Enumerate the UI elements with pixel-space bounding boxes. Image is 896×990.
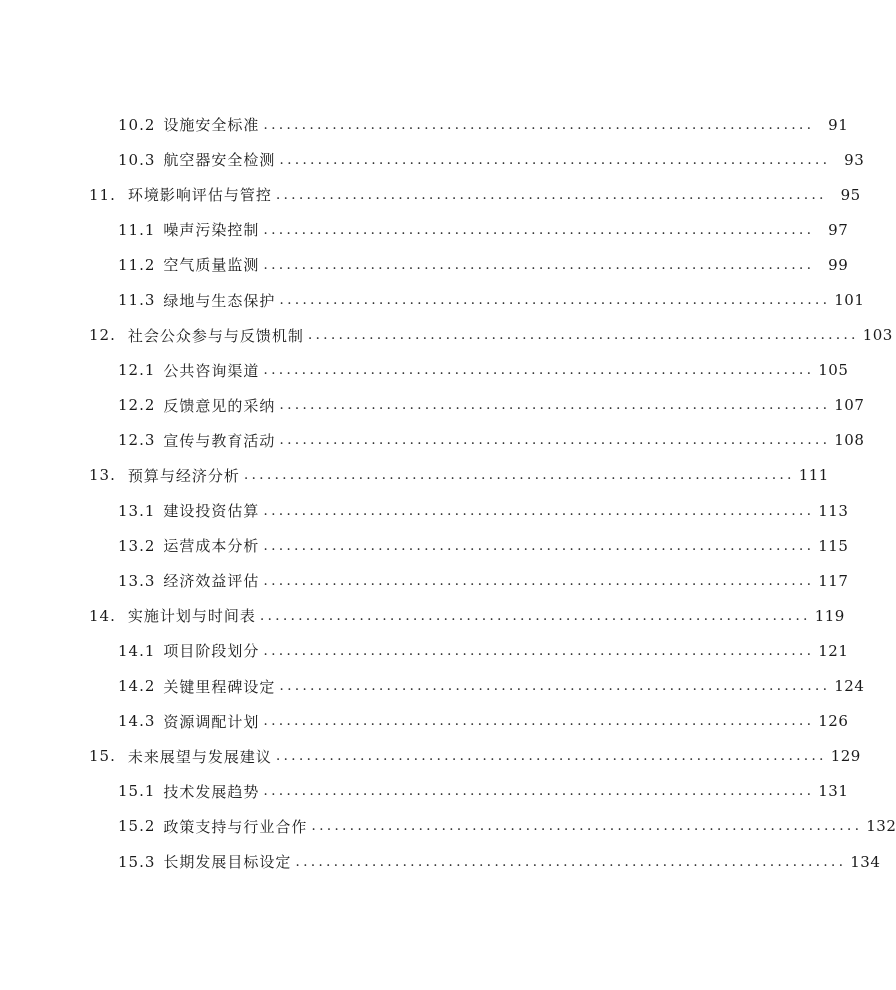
toc-entry-title: 环境影响评估与管控: [127, 186, 272, 205]
toc-entry-13-3[interactable]: [0, 563, 849, 598]
toc-entry-title: 噪声污染控制: [163, 221, 260, 240]
toc-entry-number: 14.3: [118, 712, 156, 731]
toc-entry-number: 10.3: [118, 150, 156, 169]
toc-entry-number: 12.1: [118, 361, 156, 380]
toc-entry-14-1[interactable]: [0, 633, 849, 668]
toc-entry-title: 航空器安全检测: [163, 151, 276, 170]
toc-entry-number: 11.1: [118, 220, 156, 239]
dot-leader: ........................................................................: [279, 151, 831, 168]
toc-entry-page: 129: [830, 747, 861, 766]
dot-leader: ........................................................................: [263, 362, 815, 379]
toc-entry-page: 95: [840, 185, 861, 204]
dot-leader: ........................................................................: [263, 642, 815, 659]
toc-entry-number: 13.: [89, 466, 116, 485]
toc-entry-13-2[interactable]: [0, 528, 849, 563]
toc-entry-page: 126: [818, 712, 849, 731]
toc-entry-15[interactable]: [0, 739, 861, 774]
toc-entry-title: 长期发展目标设定: [163, 853, 292, 872]
toc-entry-title: 公共咨询渠道: [163, 361, 260, 380]
dot-leader: ........................................................................: [279, 397, 831, 414]
toc-entry-title: 空气质量监测: [163, 256, 260, 275]
toc-entry-page: 91: [828, 115, 849, 134]
toc-entry-page: 107: [834, 396, 865, 415]
dot-leader: ........................................................................: [263, 116, 815, 133]
toc-entry-number: 12.2: [118, 396, 156, 415]
toc-entry-page: 134: [850, 852, 881, 871]
toc-entry-title: 绿地与生态保护: [163, 291, 276, 310]
toc-entry-14[interactable]: [0, 598, 845, 633]
dot-leader: ........................................................................: [275, 186, 827, 203]
dot-leader: ........................................................................: [275, 748, 827, 765]
toc-entry-page: 101: [834, 291, 865, 310]
toc-entry-number: 14.: [89, 606, 116, 625]
toc-entry-number: 13.1: [118, 501, 156, 520]
dot-leader: ........................................................................: [263, 537, 815, 554]
table-of-contents: [0, 107, 896, 879]
toc-entry-15-1[interactable]: [0, 774, 849, 809]
toc-entry-11-2[interactable]: [0, 247, 849, 282]
toc-entry-12[interactable]: [0, 318, 893, 353]
toc-entry-title: 未来展望与发展建议: [127, 747, 272, 766]
dot-leader: ........................................................................: [259, 607, 811, 624]
dot-leader: ........................................................................: [279, 678, 831, 695]
toc-entry-page: 113: [818, 501, 849, 520]
toc-entry-11-1[interactable]: [0, 212, 849, 247]
dot-leader: ........................................................................: [295, 853, 847, 870]
toc-entry-number: 13.3: [118, 571, 156, 590]
toc-entry-number: 15.3: [118, 852, 156, 871]
toc-entry-title: 设施安全标准: [163, 116, 260, 135]
dot-leader: ........................................................................: [263, 256, 815, 273]
toc-entry-12-1[interactable]: [0, 353, 849, 388]
toc-entry-number: 11.: [89, 185, 116, 204]
toc-entry-title: 资源调配计划: [163, 712, 260, 731]
toc-entry-title: 关键里程碑设定: [163, 677, 276, 696]
toc-entry-number: 11.3: [118, 291, 156, 310]
toc-entry-title: 社会公众参与与反馈机制: [127, 326, 304, 345]
toc-entry-title: 建设投资估算: [163, 502, 260, 521]
toc-entry-page: 93: [844, 150, 865, 169]
toc-entry-page: 124: [834, 677, 865, 696]
toc-entry-number: 13.2: [118, 536, 156, 555]
toc-entry-title: 政策支持与行业合作: [163, 817, 308, 836]
toc-entry-page: 121: [818, 641, 849, 660]
toc-entry-number: 15.: [89, 747, 116, 766]
toc-entry-12-2[interactable]: [0, 388, 865, 423]
toc-entry-page: 115: [818, 536, 849, 555]
toc-entry-title: 反馈意见的采纳: [163, 396, 276, 415]
toc-entry-title: 运营成本分析: [163, 537, 260, 556]
toc-entry-page: 132: [866, 817, 896, 836]
toc-entry-number: 12.: [89, 326, 116, 345]
toc-entry-title: 宣传与教育活动: [163, 431, 276, 450]
toc-entry-page: 119: [814, 606, 845, 625]
toc-entry-number: 15.1: [118, 782, 156, 801]
toc-entry-number: 15.2: [118, 817, 156, 836]
dot-leader: ........................................................................: [243, 467, 795, 484]
toc-entry-number: 14.2: [118, 677, 156, 696]
toc-entry-10-3[interactable]: [0, 142, 865, 177]
dot-leader: ........................................................................: [279, 292, 831, 309]
toc-entry-13-1[interactable]: [0, 493, 849, 528]
dot-leader: ........................................................................: [263, 713, 815, 730]
dot-leader: ........................................................................: [307, 327, 859, 344]
toc-entry-page: 103: [862, 326, 893, 345]
toc-entry-12-3[interactable]: [0, 423, 865, 458]
toc-entry-page: 97: [828, 220, 849, 239]
dot-leader: ........................................................................: [311, 818, 863, 835]
toc-entry-10-2[interactable]: [0, 107, 849, 142]
toc-entry-page: 111: [798, 466, 829, 485]
dot-leader: ........................................................................: [263, 221, 815, 238]
toc-entry-title: 实施计划与时间表: [127, 607, 256, 626]
toc-entry-number: 14.1: [118, 641, 156, 660]
toc-entry-number: 12.3: [118, 431, 156, 450]
toc-entry-page: 117: [818, 571, 849, 590]
toc-entry-14-2[interactable]: [0, 669, 865, 704]
toc-entry-page: 131: [818, 782, 849, 801]
dot-leader: ........................................................................: [263, 502, 815, 519]
toc-entry-15-2[interactable]: [0, 809, 896, 844]
toc-entry-11[interactable]: [0, 177, 861, 212]
toc-entry-page: 105: [818, 361, 849, 380]
toc-entry-13[interactable]: [0, 458, 829, 493]
toc-entry-11-3[interactable]: [0, 282, 865, 317]
dot-leader: ........................................................................: [263, 572, 815, 589]
toc-entry-page: 99: [828, 255, 849, 274]
toc-entry-number: 11.2: [118, 255, 156, 274]
toc-entry-title: 经济效益评估: [163, 572, 260, 591]
dot-leader: ........................................................................: [279, 432, 831, 449]
toc-entry-title: 预算与经济分析: [127, 466, 240, 485]
toc-entry-15-3[interactable]: [0, 844, 881, 879]
toc-entry-number: 10.2: [118, 115, 156, 134]
toc-entry-page: 108: [834, 431, 865, 450]
toc-entry-title: 项目阶段划分: [163, 642, 260, 661]
dot-leader: ........................................................................: [263, 783, 815, 800]
toc-entry-14-3[interactable]: [0, 704, 849, 739]
toc-entry-title: 技术发展趋势: [163, 782, 260, 801]
